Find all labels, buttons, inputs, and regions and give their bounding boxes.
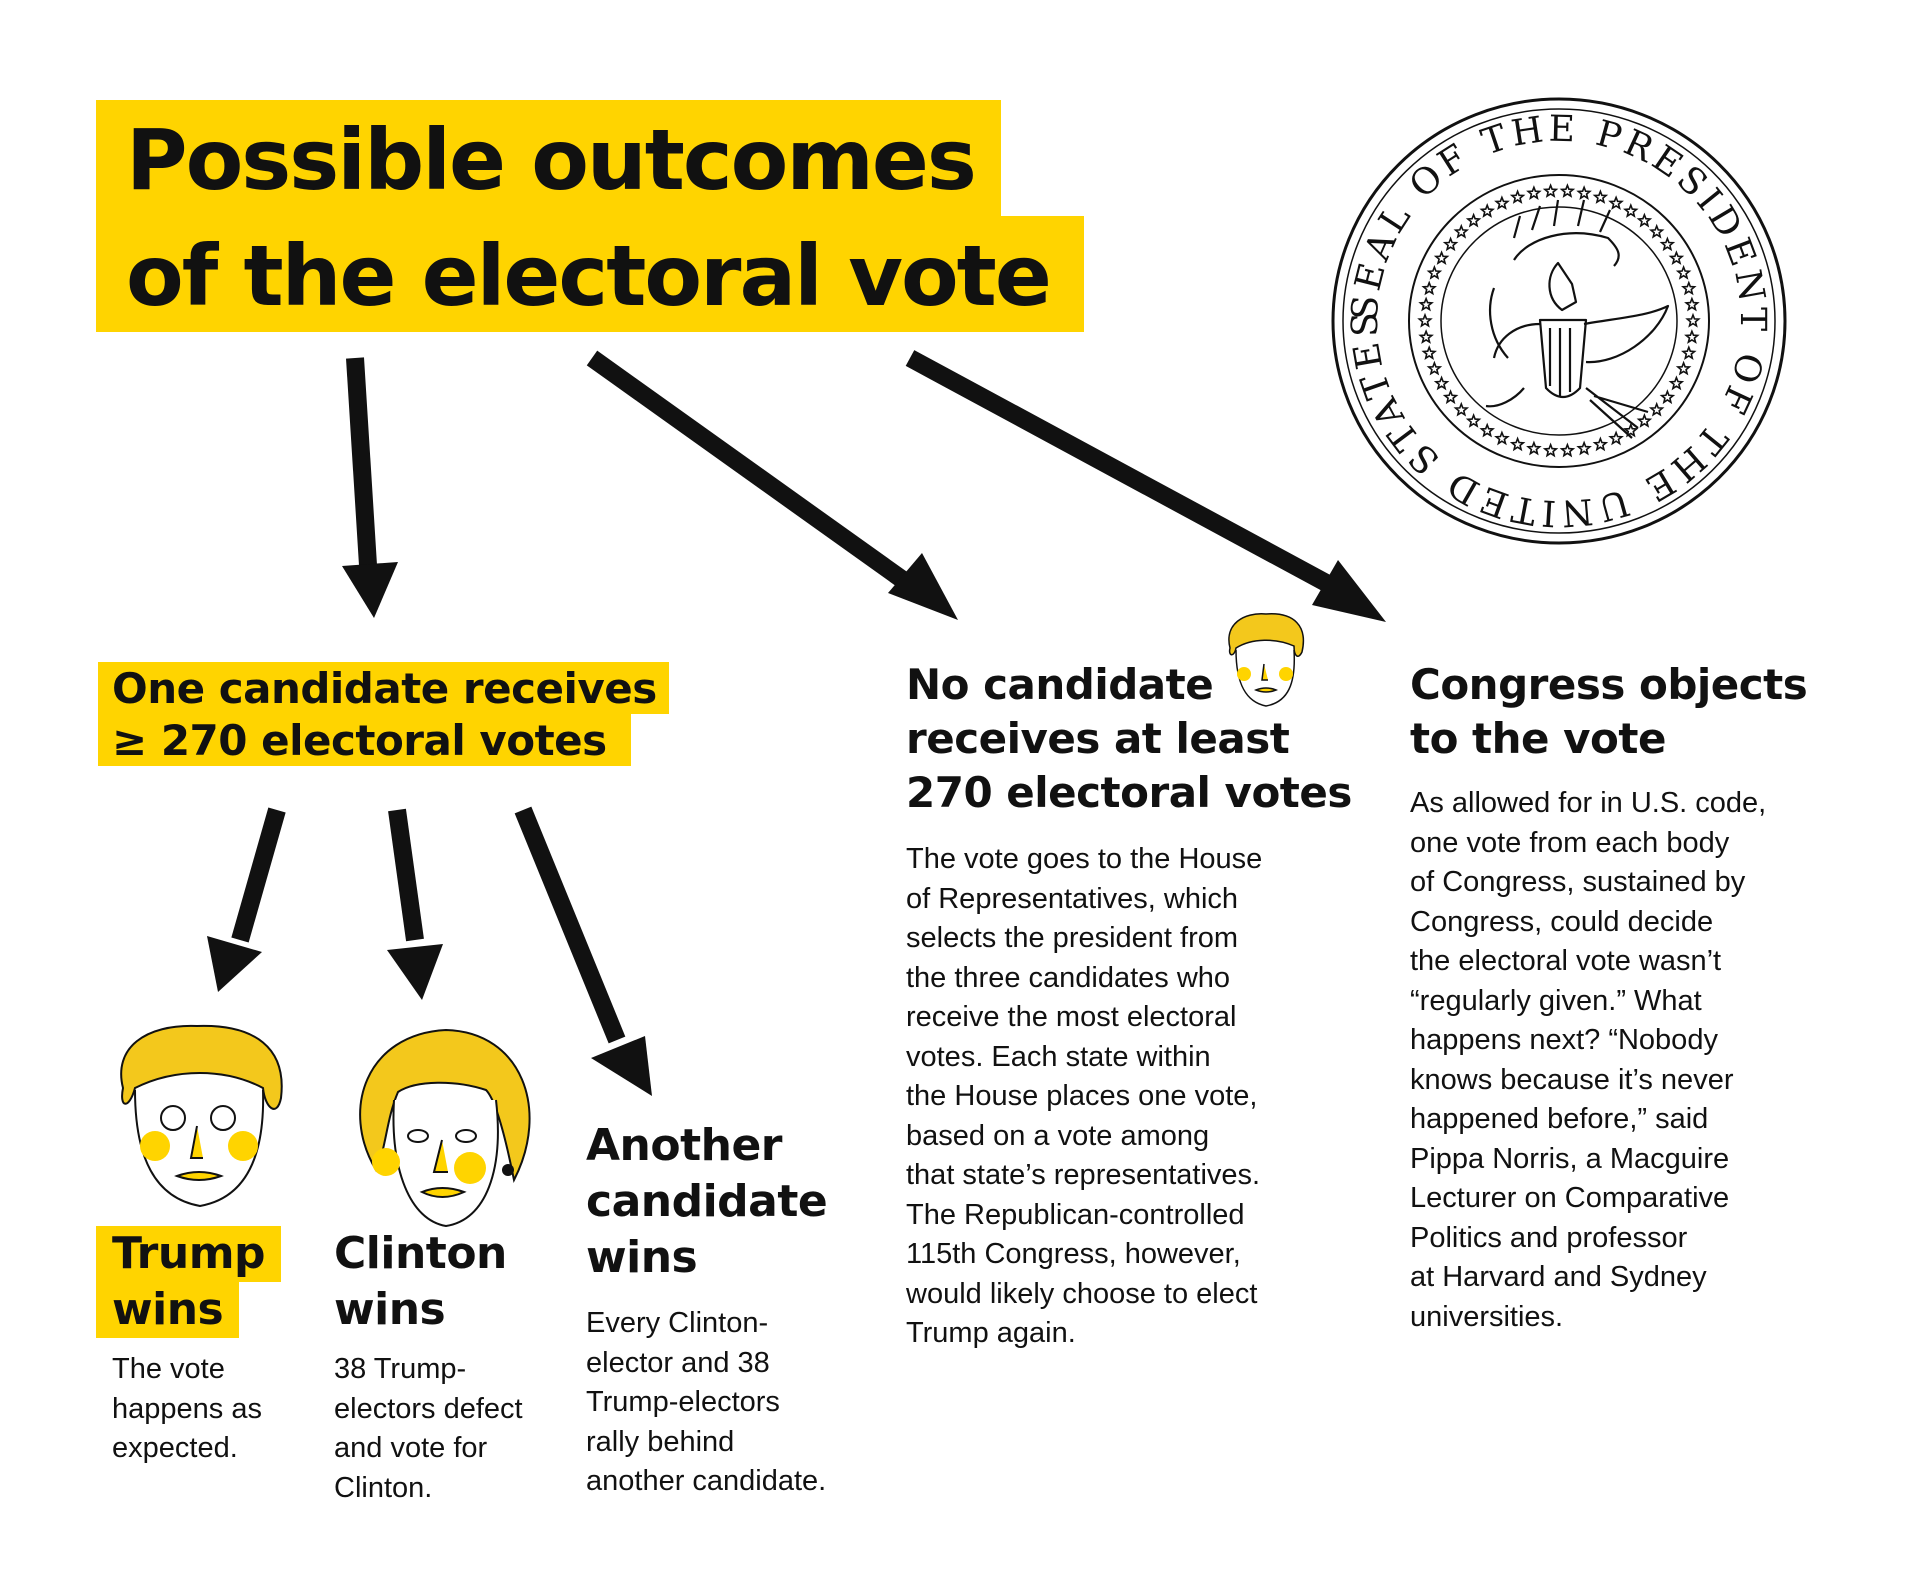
trump-face-icon (105, 1018, 295, 1218)
arrow-icon (1312, 560, 1386, 622)
seal-star-icon (1482, 425, 1493, 436)
body-line: happened before,” said (1410, 1103, 1709, 1135)
seal-star-icon (1445, 391, 1456, 402)
body-line: Clinton. (334, 1471, 433, 1504)
heading-line: candidate (586, 1176, 828, 1227)
seal-star-icon (1678, 267, 1689, 278)
seal-star-icon (1678, 363, 1689, 374)
heading-line: wins (586, 1232, 698, 1283)
seal-icon (1318, 88, 1800, 558)
seal-star-icon (1429, 267, 1440, 278)
seal-star-icon (1595, 439, 1606, 450)
outcome-clinton-heading (334, 1226, 507, 1338)
body-line: Pippa Norris, a Macguire (1410, 1142, 1730, 1175)
seal-star-icon (1528, 187, 1539, 198)
body-line: 115th Congress, however, (906, 1238, 1241, 1270)
body-line: one vote from each body (1410, 826, 1730, 859)
seal-star-icon (1456, 226, 1467, 237)
seal-star-icon (1456, 404, 1467, 415)
seal-star-icon (1625, 205, 1636, 216)
seal-star-icon (1468, 415, 1479, 426)
seal-star-icon (1683, 347, 1694, 358)
seal-star-icon (1639, 215, 1650, 226)
seal-star-icon (1512, 191, 1523, 202)
branch-one-line-2: ≥ 270 electoral votes (98, 714, 631, 766)
body-line: “regularly given.” What (1410, 984, 1702, 1017)
body-line: expected. (112, 1432, 238, 1464)
body-line: of Representatives, which (906, 882, 1239, 915)
body-line: happens as (112, 1392, 262, 1425)
heading-line: No candidate (906, 660, 1214, 709)
branch-congress-body (1410, 784, 1766, 1337)
body-line: Politics and professor (1410, 1221, 1688, 1254)
branch-one-candidate-heading (98, 662, 669, 766)
seal-star-icon (1496, 433, 1508, 444)
body-line: elector and 38 (586, 1346, 770, 1379)
clinton-wins-line-1: Clinton (334, 1228, 507, 1279)
body-line: votes. Each state within (906, 1040, 1211, 1073)
seal-star-icon (1429, 363, 1440, 374)
body-line: would likely choose to elect (906, 1277, 1258, 1310)
seal-star-icon (1424, 283, 1435, 294)
body-line: happens next? “Nobody (1410, 1024, 1718, 1056)
outcome-other-heading (586, 1118, 827, 1286)
seal-star-icon (1686, 331, 1697, 342)
seal-star-icon (1545, 445, 1556, 456)
body-line: the three candidates who (906, 961, 1231, 994)
seal-star-icon (1662, 239, 1673, 250)
seal-star-icon (1639, 415, 1650, 426)
outcome-trump-heading (96, 1226, 281, 1338)
heading-line: Another (586, 1120, 783, 1171)
seal-star-icon (1686, 299, 1697, 310)
seal-star-icon (1662, 391, 1673, 402)
seal-star-icon (1671, 252, 1682, 263)
outcome-trump-body (112, 1350, 262, 1469)
body-line: Every Clinton- (586, 1307, 769, 1339)
seal-star-icon (1512, 439, 1523, 450)
seal-star-icon (1424, 347, 1435, 358)
page-title-line-1: Possible outcomes (96, 100, 1001, 216)
seal-star-icon (1610, 433, 1622, 444)
seal-star-icon (1595, 191, 1606, 202)
seal-star-icon (1420, 331, 1431, 342)
body-line: The vote (112, 1353, 225, 1385)
body-line: and vote for (334, 1432, 488, 1464)
body-line: Trump-electors (586, 1386, 780, 1418)
body-line: rally behind (586, 1425, 735, 1458)
seal-star-icon (1671, 378, 1682, 389)
clinton-wins-line-2: wins (334, 1284, 446, 1335)
seal-star-icon (1445, 239, 1456, 250)
seal-star-icon (1468, 215, 1479, 226)
body-line: that state’s representatives. (906, 1159, 1261, 1191)
seal-star-icon (1578, 443, 1589, 454)
heading-line: to the vote (1410, 714, 1666, 763)
branch-no-candidate-body (906, 840, 1262, 1354)
body-line: Trump again. (906, 1317, 1076, 1349)
svg-text:SEAL OF THE PRESIDENT OF THE U: SEAL OF THE PRESIDENT OF THE UNITED STATES (1344, 108, 1774, 534)
body-line: Lecturer on Comparative (1410, 1182, 1730, 1214)
branch-no-candidate-heading (906, 658, 1352, 820)
arrow-icon (888, 553, 958, 620)
seal-star-icon (1420, 299, 1431, 310)
body-line: The Republican-controlled (906, 1198, 1245, 1231)
body-line: 38 Trump- (334, 1353, 467, 1385)
seal-star-icon (1528, 443, 1539, 454)
body-line: The vote goes to the House (906, 843, 1263, 875)
body-line: knows because it’s never (1410, 1063, 1734, 1096)
seal-star-icon (1610, 197, 1622, 208)
body-line: based on a vote among (906, 1119, 1210, 1152)
branch-one-line-1: One candidate receives (98, 662, 669, 714)
seal-star-icon (1436, 378, 1447, 389)
body-line: of Congress, sustained by (1410, 866, 1746, 898)
body-line: Congress, could decide (1410, 905, 1714, 938)
clinton-face-icon (346, 1020, 542, 1240)
seal-star-icon (1482, 205, 1493, 216)
seal-star-icon (1687, 315, 1698, 326)
heading-line: receives at least (906, 714, 1290, 763)
body-line: receive the most electoral (906, 1001, 1237, 1033)
seal-star-icon (1562, 185, 1573, 196)
body-line: the electoral vote wasn’t (1410, 945, 1722, 977)
seal-star-icon (1578, 187, 1589, 198)
trump-wins-line-2: wins (96, 1282, 239, 1338)
seal-star-icon (1651, 404, 1662, 415)
arrow-icon (387, 944, 443, 1000)
page-title-line-2: of the electoral vote (96, 216, 1084, 332)
outcome-other-body (586, 1304, 826, 1502)
arrow-icon (591, 1036, 652, 1096)
seal-star-icon (1683, 283, 1694, 294)
trump-wins-line-1: Trump (96, 1226, 281, 1282)
seal-star-icon (1562, 445, 1573, 456)
arrow-icon (342, 562, 398, 618)
body-line: electors defect (334, 1392, 523, 1425)
seal-star-icon (1651, 226, 1662, 237)
body-line: at Harvard and Sydney (1410, 1261, 1707, 1293)
heading-line: 270 electoral votes (906, 768, 1352, 817)
body-line: the House places one vote, (906, 1080, 1258, 1112)
seal-star-icon (1496, 197, 1508, 208)
seal-star-icon (1419, 315, 1430, 326)
body-line: selects the president from (906, 922, 1239, 954)
branch-congress-heading (1410, 658, 1807, 766)
heading-line: Congress objects (1410, 660, 1808, 709)
body-line: another candidate. (586, 1465, 827, 1497)
body-line: universities. (1410, 1300, 1564, 1333)
outcome-clinton-body (334, 1350, 523, 1508)
body-line: As allowed for in U.S. code, (1410, 787, 1767, 819)
seal-star-icon (1545, 185, 1556, 196)
seal-star-icon (1436, 252, 1447, 263)
arrow-icon (207, 936, 262, 992)
